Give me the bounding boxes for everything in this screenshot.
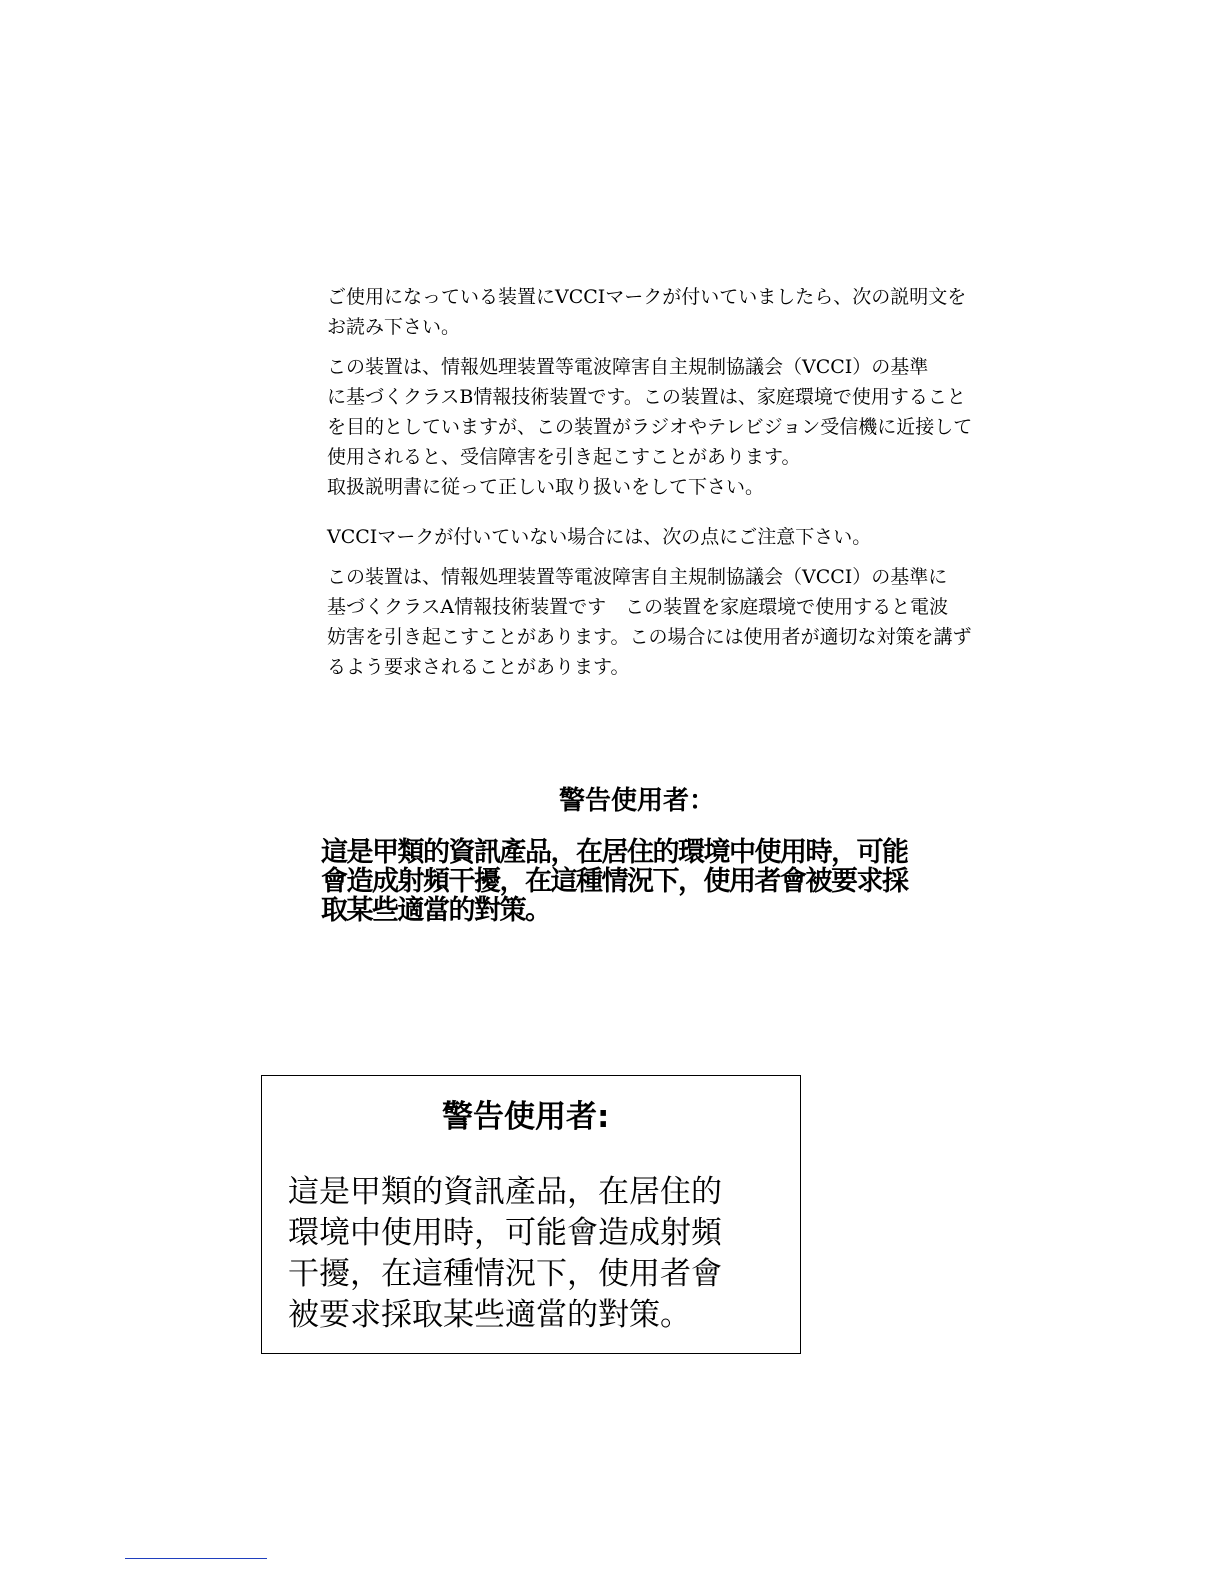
taiwan-warning-box	[261, 1075, 801, 1354]
text-line: 被要求採取某些適當的對策。	[288, 1297, 691, 1333]
text-line: 取某些適當的對策。	[321, 895, 551, 926]
text-line: お読み下さい。	[327, 316, 461, 338]
text-line: 使用されると、受信障害を引き起こすことがあります。	[327, 446, 801, 468]
footnote-divider	[125, 1558, 267, 1559]
text-line: 妨害を引き起こすことがあります。この場合には使用者が適切な対策を講ず	[327, 626, 972, 648]
boxed-warning-title: 警告使用者:	[442, 1099, 610, 1135]
text-line: 這是甲類的資訊產品，在居住的環境中使用時，可能	[321, 837, 908, 868]
text-line: 這是甲類的資訊產品，在居住的	[288, 1174, 722, 1210]
text-line: 干擾，在這種情況下，使用者會	[288, 1256, 722, 1292]
text-line: 會造成射頻干擾，在這種情況下，使用者會被要求採	[321, 866, 908, 897]
vcci-class-b-statement	[327, 352, 1007, 502]
text-line: 取扱説明書に従って正しい取り扱いをして下さい。	[327, 476, 765, 498]
vcci-intro	[327, 282, 1007, 342]
text-line: この装置は、情報処理装置等電波障害自主規制協議会（VCCI）の基準	[327, 356, 929, 378]
text-line: るよう要求されることがあります。	[327, 656, 630, 678]
text-line: ご使用になっている装置にVCCIマークが付いていましたら、次の説明文を	[327, 286, 967, 308]
boxed-warning-body	[288, 1172, 722, 1336]
text-line: VCCIマークが付いていない場合には、次の点にご注意下さい。	[327, 526, 872, 548]
text-line: この装置は、情報処理装置等電波障害自主規制協議会（VCCI）の基準に	[327, 566, 948, 588]
text-line: 基づくクラスA情報技術装置です この装置を家庭環境で使用すると電波	[327, 596, 949, 618]
taiwan-warning-title: 警告使用者：	[559, 786, 716, 816]
text-line: 環境中使用時，可能會造成射頻	[288, 1215, 722, 1251]
vcci-class-a-statement	[327, 562, 1007, 682]
vcci-note	[327, 522, 1007, 552]
text-line: を目的としていますが、この装置がラジオやテレビジョン受信機に近接して	[327, 416, 973, 438]
taiwan-warning-body	[321, 838, 908, 925]
text-line: に基づくクラスB情報技術装置です。この装置は、家庭環境で使用すること	[327, 386, 966, 408]
